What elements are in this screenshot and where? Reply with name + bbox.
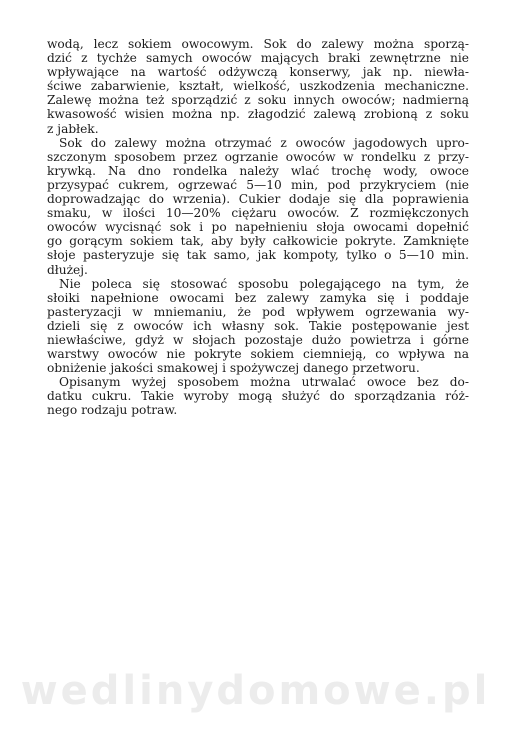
paragraph	[47, 37, 469, 136]
text-line: z jabłek.	[47, 121, 99, 136]
text-line: słoiki napełnione owocami bez zalewy zamyka się i poddaje	[47, 290, 469, 305]
text-line: przysypać cukrem, ogrzewać 5—10 min, pod przykryciem (nie	[47, 177, 469, 192]
paragraph	[47, 375, 469, 417]
text-line: ściwe zabarwienie, kształt, wielkość, uszkodzenia mechaniczne.	[47, 79, 469, 94]
text-line: nego rodzaju potraw.	[47, 403, 178, 418]
text-line: krywką. Na dno rondelka należy wlać trochę wody, owoce	[47, 163, 469, 178]
text-line: Opisanym wyżej sposobem można utrwalać owoce bez do-	[59, 375, 469, 390]
text-line: smaku, w ilości 10—20% ciężaru owoców. Z rozmiękczonych	[47, 206, 469, 221]
text-line: warstwy owoców nie pokryte sokiem ciemnieją, co wpływa na	[47, 347, 469, 362]
text-line: obniżenie jakości smakowej i spożywczej danego przetworu.	[47, 361, 420, 376]
text-line: kwasowość wisien można np. złagodzić zalewą zrobioną z soku	[47, 107, 469, 122]
text-line: dzić z tychże samych owoców mających braki zewnętrzne nie	[47, 51, 469, 66]
text-line: owoców wycisnąć sok i po napełnieniu słoja owocami dopełnić	[47, 220, 469, 235]
paragraph	[47, 136, 469, 277]
text-line: dłużej.	[47, 262, 88, 277]
text-line: doprowadzając do wrzenia). Cukier dodaje się dla poprawienia	[47, 192, 469, 207]
text-line: datku cukru. Takie wyroby mogą służyć do sporządzania róż-	[47, 389, 469, 404]
text-line: Sok do zalewy można otrzymać z owoców jagodowych upro-	[59, 135, 469, 150]
text-line: szczonym sposobem przez ogrzanie owoców w rondelku z przy-	[47, 149, 469, 164]
paragraph	[47, 277, 469, 376]
page-body	[47, 37, 469, 418]
text-line: pasteryzacji w mniemaniu, że pod wpływem ogrzewania wy-	[47, 304, 469, 319]
text-line: wpływające na wartość odżywczą konserwy, jak np. niewła-	[47, 65, 469, 80]
watermark-text: wedlinydomowe.pl	[20, 668, 491, 714]
text-line: niewłaściwe, gdyż w słojach pozostaje dużo powietrza i górne	[47, 332, 469, 347]
text-line: wodą, lecz sokiem owocowym. Sok do zalewy można sporzą-	[47, 37, 469, 51]
text-line: Nie poleca się stosować sposobu polegającego na tym, że	[59, 276, 469, 291]
text-line: dzieli się z owoców ich własny sok. Takie postępowanie jest	[47, 318, 469, 333]
text-line: Zalewę można też sporządzić z soku innych owoców; nadmierną	[47, 93, 469, 108]
text-line: go gorącym sokiem tak, aby były całkowicie pokryte. Zamknięte	[47, 234, 469, 249]
text-line: słoje pasteryzuje się tak samo, jak kompoty, tylko o 5—10 min.	[47, 248, 469, 263]
